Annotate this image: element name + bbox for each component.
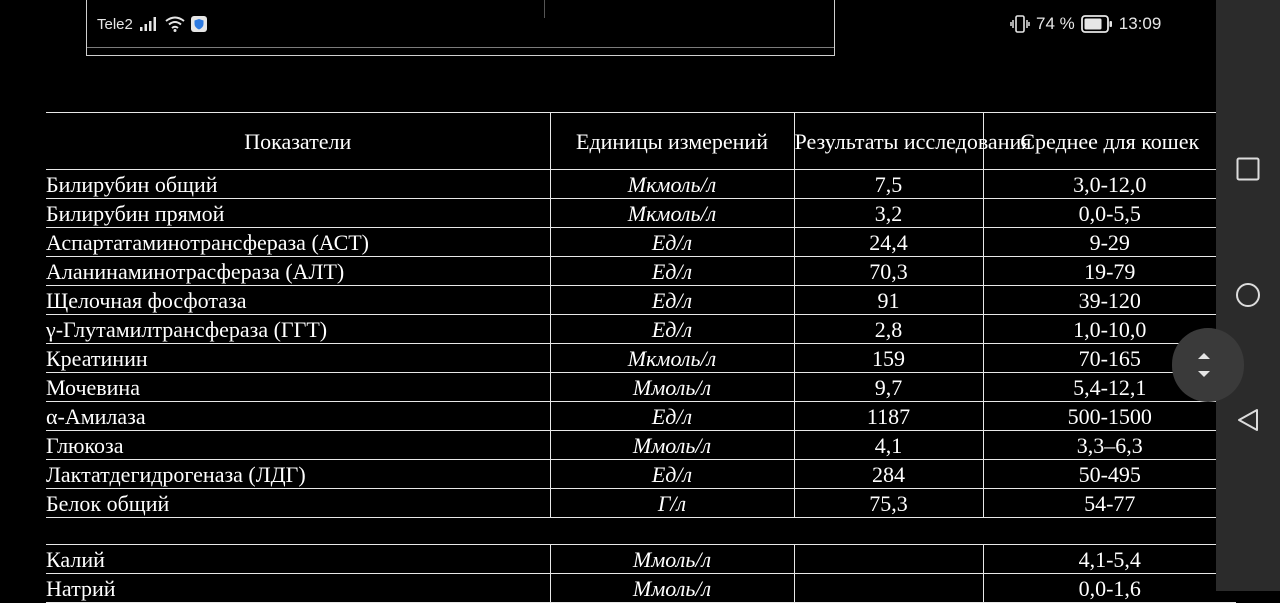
result-cell: 2,8 (794, 315, 983, 344)
result-cell: 3,2 (794, 199, 983, 228)
result-cell: 75,3 (794, 489, 983, 518)
indicator-cell: Аланинаминотрасфераза (АЛТ) (46, 257, 550, 286)
indicator-cell: Билирубин прямой (46, 199, 550, 228)
result-cell: 4,1 (794, 431, 983, 460)
battery-icon (1081, 15, 1113, 33)
unit-cell: Мкмоль/л (550, 170, 794, 199)
wifi-icon (165, 16, 185, 32)
scroll-button[interactable] (1172, 328, 1244, 402)
table-row (46, 228, 1236, 257)
table-row (46, 199, 1236, 228)
table-row (46, 286, 1236, 315)
lab-results-table (46, 112, 1236, 603)
reference-cell: 0,0-5,5 (983, 199, 1236, 228)
reference-cell: 3,0-12,0 (983, 170, 1236, 199)
table-row (46, 344, 1236, 373)
vibrate-icon (1010, 15, 1030, 33)
indicator-cell: Щелочная фосфотаза (46, 286, 550, 315)
table-row (46, 170, 1236, 199)
gap-cell (983, 518, 1236, 545)
reference-cell: 5,4-12,1 (983, 373, 1236, 402)
carrier-label: Tele2 (97, 15, 133, 33)
gap-cell (550, 518, 794, 545)
table-gap-row (46, 518, 1236, 545)
unit-cell: Г/л (550, 489, 794, 518)
table-row (46, 574, 1236, 603)
unit-cell: Ед/л (550, 402, 794, 431)
reference-cell: 500-1500 (983, 402, 1236, 431)
unit-cell: Ед/л (550, 460, 794, 489)
home-icon[interactable] (1236, 283, 1260, 307)
status-bar-right (1010, 0, 1161, 48)
unit-cell: Ед/л (550, 286, 794, 315)
reference-cell: 70-165 (983, 344, 1236, 373)
reference-cell: 19-79 (983, 257, 1236, 286)
table-row (46, 545, 1236, 574)
indicator-cell: Билирубин общий (46, 170, 550, 199)
indicator-cell: γ-Глутамилтрансфераза (ГГТ) (46, 315, 550, 344)
clock: 13:09 (1118, 14, 1162, 33)
reference-cell: 9-29 (983, 228, 1236, 257)
table-row (46, 460, 1236, 489)
unit-cell: Ммоль/л (550, 431, 794, 460)
indicator-cell: Аспартатаминотрансфераза (АСТ) (46, 228, 550, 257)
result-cell: 91 (794, 286, 983, 315)
table-row (46, 373, 1236, 402)
result-cell: 70,3 (794, 257, 983, 286)
result-cell: 7,5 (794, 170, 983, 199)
unit-cell: Ммоль/л (550, 373, 794, 402)
indicator-cell: Лактатдегидрогеназа (ЛДГ) (46, 460, 550, 489)
result-cell (794, 574, 983, 603)
unit-cell: Мкмоль/л (550, 199, 794, 228)
result-cell (794, 545, 983, 574)
unit-cell: Ммоль/л (550, 574, 794, 603)
result-cell: 24,4 (794, 228, 983, 257)
header-result: Результаты исследования (794, 113, 983, 170)
status-bar-left (97, 0, 207, 48)
header-unit: Единицы измерений (550, 113, 794, 170)
scroll-up-down-icon (1172, 328, 1244, 402)
result-cell: 284 (794, 460, 983, 489)
unit-cell: Мкмоль/л (550, 344, 794, 373)
gap-cell (46, 518, 550, 545)
table-header-row (46, 113, 1236, 170)
indicator-cell: Мочевина (46, 373, 550, 402)
indicator-cell: Белок общий (46, 489, 550, 518)
battery-percent: 74 % (1036, 14, 1075, 33)
shield-icon (191, 16, 207, 32)
reference-cell: 1,0-10,0 (983, 315, 1236, 344)
unit-cell: Ед/л (550, 315, 794, 344)
unit-cell: Ммоль/л (550, 545, 794, 574)
table-row (46, 431, 1236, 460)
reference-cell: 3,3–6,3 (983, 431, 1236, 460)
back-icon[interactable] (1236, 408, 1260, 432)
reference-cell: 39-120 (983, 286, 1236, 315)
reference-cell: 0,0-1,6 (983, 574, 1236, 603)
recent-apps-icon[interactable] (1236, 157, 1260, 181)
table-row (46, 257, 1236, 286)
reference-cell: 50-495 (983, 460, 1236, 489)
unit-cell: Ед/л (550, 228, 794, 257)
gap-cell (794, 518, 983, 545)
indicator-cell: Креатинин (46, 344, 550, 373)
table-row (46, 402, 1236, 431)
result-cell: 9,7 (794, 373, 983, 402)
result-cell: 1187 (794, 402, 983, 431)
indicator-cell: α-Амилаза (46, 402, 550, 431)
indicator-cell: Калий (46, 545, 550, 574)
indicator-cell: Глюкоза (46, 431, 550, 460)
signal-icon (139, 16, 159, 32)
result-cell: 159 (794, 344, 983, 373)
reference-cell: 4,1-5,4 (983, 545, 1236, 574)
unit-cell: Ед/л (550, 257, 794, 286)
reference-cell: 54-77 (983, 489, 1236, 518)
header-reference: Среднее для кошек (983, 113, 1236, 170)
header-indicator: Показатели (46, 113, 550, 170)
indicator-cell: Натрий (46, 574, 550, 603)
table-row (46, 315, 1236, 344)
box-divider (544, 0, 545, 18)
table-row (46, 489, 1236, 518)
